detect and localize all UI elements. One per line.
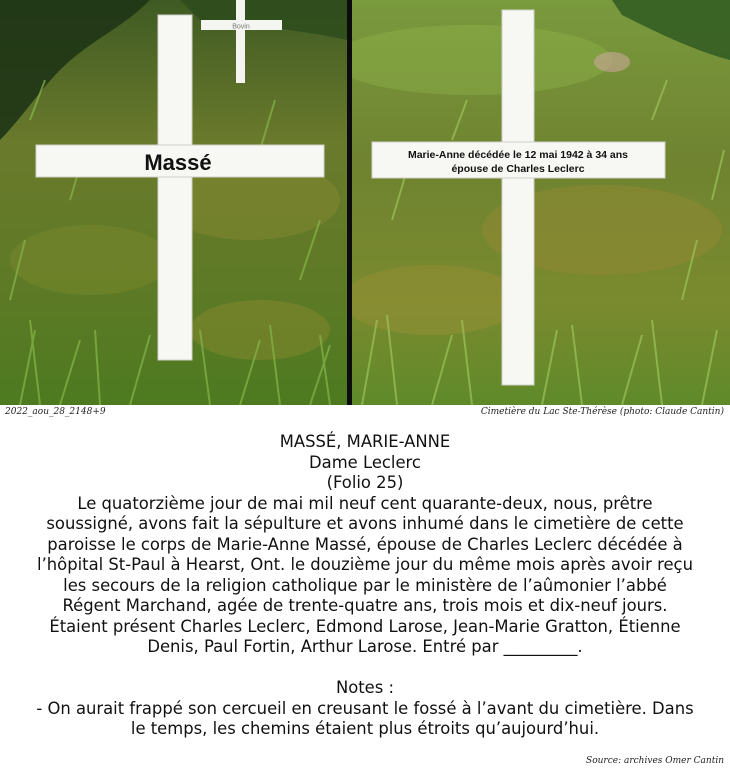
record-body-line: l’hôpital St-Paul à Hearst, Ont. le douzième jour du même mois après avoir reçu [37,555,693,574]
record-name: MASSÉ, MARIE-ANNE [279,432,451,451]
right-cross-photo [352,0,730,405]
cross-inscription-line2: épouse de Charles Leclerc [451,163,585,175]
section-spacer [8,658,722,679]
record-body-line: paroisse le corps de Marie-Anne Massé, épouse de Charles Leclerc décédée à [47,534,683,554]
record-folio: (Folio 25) [326,473,404,492]
background-cross-label: Bovin [232,23,250,31]
record-body-line: Denis, Paul Fortin, Arthur Larose. Entré par _________. [147,637,583,656]
photo-id-caption: 2022_aou_28_2148+9 [5,407,106,417]
left-cross-photo [0,0,347,405]
record-body-line: Régent Marchand, agée de trente-quatre ans, trois mois et dix-neuf jours. [62,596,668,615]
record-subtitle: Dame Leclerc [309,452,421,472]
cross-name-label: Massé [144,150,212,175]
record-body-line: Le quatorzième jour de mai mil neuf cent quarante-deux, nous, prêtre [77,493,653,513]
notes-title: Notes : [335,678,395,697]
record-body-line: les secours de la religion catholique par le ministère de l’aûmonier l’abbé [63,575,667,595]
cross-inscription-line1: Marie-Anne décédée le 12 mai 1942 à 34 ans [407,149,629,161]
record-body-line: Étaient présent Charles Leclerc, Edmond Larose, Jean-Marie Gratton, Étienne [49,616,681,636]
notes-line: le temps, les chemins étaient plus étroits qu’aujourd’hui. [130,719,600,738]
source-credit: Source: archives Omer Cantin [586,756,724,766]
burial-record [8,432,722,740]
photo-credit-caption: Cimetière du Lac Ste-Thérèse (photo: Claude Cantin) [480,407,724,417]
notes-line: - On aurait frappé son cercueil en creusant le fossé à l’avant du cimetière. Dans [36,698,694,718]
record-body-line: soussigné, avons fait la sépulture et avons inhumé dans le cimetière de cette [46,514,684,533]
